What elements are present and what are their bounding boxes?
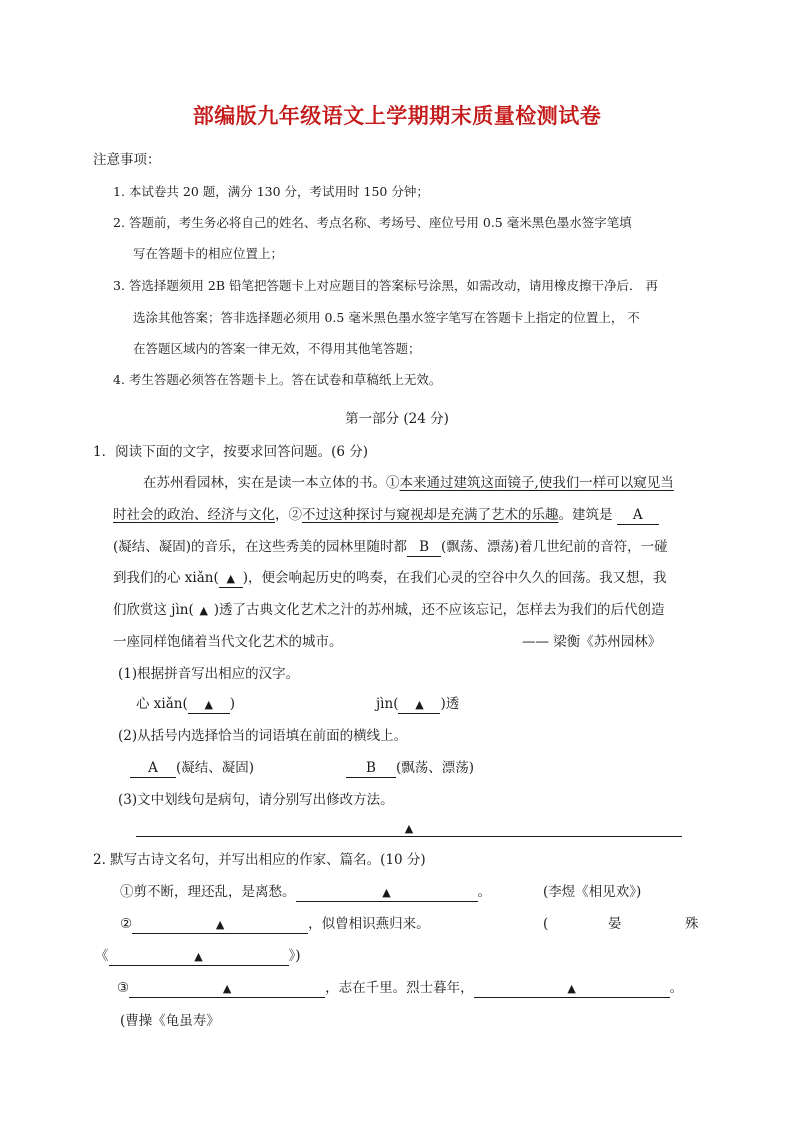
underlined-sentence: 时社会的政治、经济与文化 (113, 507, 275, 523)
notice-item: 写在答题卡的相应位置上； (133, 246, 284, 261)
question-stem: 1．阅读下面的文字，按要求回答问题。(6 分) (93, 444, 369, 460)
blank-a[interactable]: A (617, 507, 659, 525)
passage-line: 一座同样饱储着当代文化艺术的城市。 (113, 634, 343, 650)
underlined-sentence: 不过这种探讨与窥视却是充满了艺术的乐趣 (302, 507, 559, 523)
notice-item: 3. 答选择题须用 2B 铅笔把答题卡上对应题目的答案标号涂黑，如需改动，请用橡皮擦干净后． 再 (113, 278, 658, 293)
answer-line: jìn( ▲ )透 (376, 696, 460, 712)
notice-item: 选涂其他答案；答非选择题必须用 0.5 毫米黑色墨水签字笔写在答题卡上指定的位置上， 不 (133, 310, 640, 325)
poem-source: (曹操《龟虽寿》 (120, 1013, 220, 1029)
answer-line: A (凝结、凝固) (130, 758, 254, 778)
sub-question: (2)从括号内选择恰当的词语填在前面的横线上。 (118, 728, 408, 744)
source-attribution: —— 梁衡《苏州园林》 (522, 634, 662, 650)
notice-item: 1. 本试卷共 20 题，满分 130 分，考试用时 150 分钟； (113, 184, 429, 199)
sub-question: (3)文中划线句是病句，请分别写出修改方法。 (118, 792, 394, 808)
poem-line: ② ▲ ，似曾相识燕归来。 (120, 916, 430, 932)
notice-heading: 注意事项： (93, 152, 161, 168)
answer-line-full[interactable]: ▲ (136, 818, 682, 837)
answer-blank[interactable]: ▲ (109, 948, 289, 966)
notice-item: 4. 考生答题必须答在答题卡上。答在试卷和草稿纸上无效。 (113, 372, 442, 387)
section-heading: 第一部分 (24 分) (345, 411, 449, 427)
passage-line: (凝结、凝固)的音乐，在这些秀美的园林里随时都 B (飘荡、漂荡)着几世纪前的音符，一碰 (113, 539, 668, 555)
poem-line: ③ ▲ ，志在千里。烈士暮年， ▲ 。 (117, 980, 684, 996)
poem-source: (李煜《相见欢》) (543, 884, 642, 900)
question-stem: 2. 默写古诗文名句，并写出相应的作家、篇名。(10 分) (93, 852, 426, 868)
answer-blank[interactable]: ▲ (219, 570, 243, 588)
poem-source-paren: ( (543, 916, 549, 932)
passage-line: 们欣赏这 jìn( ▲ )透了古典文化艺术之汁的苏州城，还不应该忘记，怎样去为我们的后代创造 (113, 600, 665, 621)
passage-line: 在苏州看园林，实在是读一本立体的书。①本来通过建筑这面镜子,使我们一样可以窥见当 (143, 475, 674, 491)
underlined-sentence: 本来通过建筑这面镜子,使我们一样可以窥见当 (399, 475, 674, 491)
answer-blank[interactable]: ▲ (296, 884, 478, 902)
passage-line: 时社会的政治、经济与文化，②不过这种探讨与窥视却是充满了艺术的乐趣。建筑是 A (113, 505, 659, 525)
answer-line: 心 xiǎn( ▲ ) (136, 696, 236, 712)
page-title: 部编版九年级语文上学期期末质量检测试卷 (192, 104, 602, 128)
answer-blank-b[interactable]: B (346, 760, 396, 778)
sub-question: (1)根据拼音写出相应的汉字。 (118, 666, 300, 682)
answer-line: B (飘荡、漂荡) (346, 758, 474, 778)
notice-item: 2. 答题前，考生务必将自己的姓名、考点名称、考场号、座位号用 0.5 毫米黑色墨水签字笔填 (113, 215, 632, 230)
blank-b[interactable]: B (407, 539, 441, 557)
poem-author-char: 晏 (608, 916, 622, 932)
answer-blank[interactable]: ▲ (132, 916, 308, 934)
answer-blank[interactable]: ▲ (199, 604, 208, 617)
passage-line: 到我们的心 xiǎn( ▲ )，便会响起历史的鸣奏，在我们心灵的空谷中久久的回荡。我又想，我 (113, 570, 667, 586)
notice-item: 在答题区域内的答案一律无效，不得用其他笔答题； (133, 341, 421, 356)
answer-blank-a[interactable]: A (130, 760, 176, 778)
poem-line: ①剪不断，理还乱，是离愁。 ▲ 。 (120, 884, 491, 900)
answer-blank[interactable]: ▲ (398, 696, 440, 714)
answer-blank[interactable]: ▲ (474, 980, 670, 998)
answer-blank[interactable]: ▲ (129, 980, 325, 998)
poem-author-char: 殊 (685, 916, 699, 932)
answer-blank[interactable]: ▲ (188, 696, 230, 714)
poem-title-line: 《 ▲ 》) (95, 948, 301, 964)
